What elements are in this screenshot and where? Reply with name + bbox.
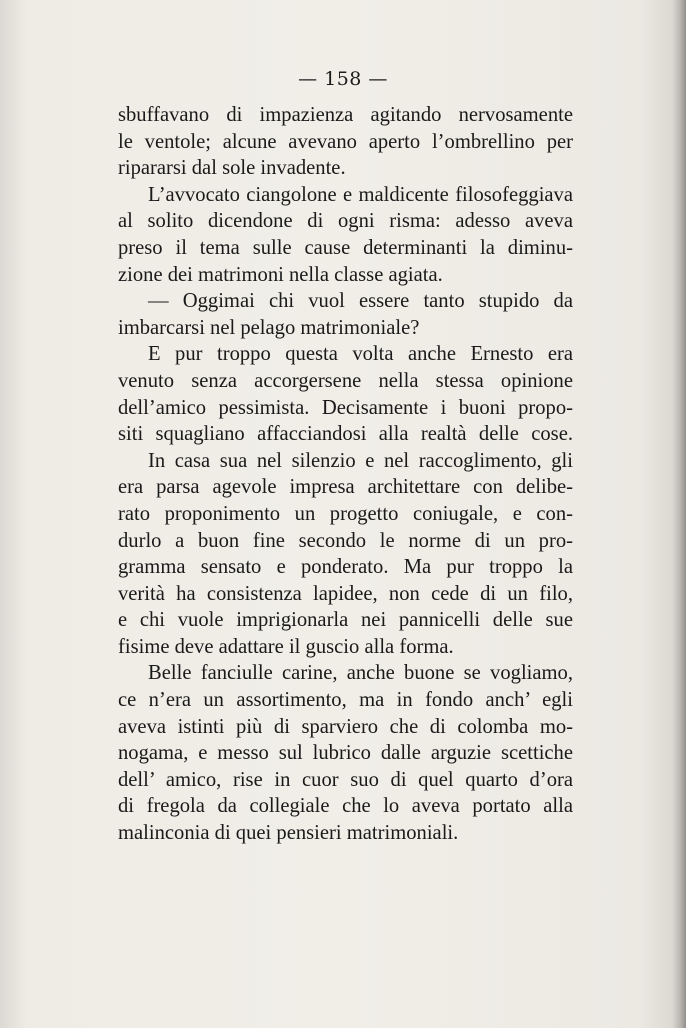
text-line: — Oggimai chi vuol essere tanto stupido da [148, 290, 573, 313]
text-line: ce n’era un assortimento, ma in fondo anch’ egli [118, 689, 573, 712]
text-line: gramma sensato e ponderato. Ma pur troppo la [118, 556, 573, 579]
text-line: sbuffavano di impazienza agitando nervosamente [118, 104, 573, 126]
text-line: aveva istinti più di sparviero che di colomba mo- [118, 715, 573, 738]
text-line: e chi vuole imprigionarla nei pannicelli delle sue [118, 609, 573, 632]
text-line: malinconia di quei pensieri matrimoniali. [118, 822, 459, 845]
text-line: era parsa agevole impresa architettare con delibe- [118, 476, 573, 499]
text-line: nogama, e messo sul lubrico dalle arguzie scettiche [118, 742, 573, 765]
text-line: ripararsi dal sole invadente. [118, 157, 346, 180]
body-text [118, 102, 573, 847]
text-line: preso il tema sulle cause determinanti la diminu- [118, 236, 573, 259]
text-line: imbarcarsi nel pelago matrimoniale? [118, 316, 420, 339]
text-line: dell’ amico, rise in cuor suo di quel quarto d’ora [118, 768, 573, 791]
text-line: verità ha consistenza lapidee, non cede di un filo, [118, 582, 573, 605]
text-line: le ventole; alcune avevano aperto l’ombrellino per [118, 130, 573, 153]
text-line: zione dei matrimoni nella classe agiata. [118, 263, 443, 286]
text-line: E pur troppo questa volta anche Ernesto era [148, 343, 573, 366]
text-line: In casa sua nel silenzio e nel raccoglimento, gli [148, 449, 573, 472]
text-line: Belle fanciulle carine, anche buone se vogliamo, [148, 662, 573, 685]
page-number: — 158 — [298, 68, 388, 90]
text-line: di fregola da collegiale che lo aveva portato alla [118, 795, 573, 818]
text-line: fisime deve adattare il guscio alla forma. [118, 635, 454, 658]
text-line: rato proponimento un progetto coniugale, e con- [118, 502, 573, 525]
text-line: dell’amico pessimista. Decisamente i buoni propo- [118, 396, 573, 419]
text-line: durlo a buon fine secondo le norme di un pro- [118, 529, 573, 552]
text-line: al solito dicendone di ogni risma: adesso aveva [118, 210, 573, 233]
text-line: venuto senza accorgersene nella stessa opinione [118, 369, 573, 392]
page-spine-shadow [672, 0, 686, 1028]
text-line: siti squagliano affacciandosi alla realtà delle cose. [118, 423, 573, 446]
text-line: L’avvocato ciangolone e maldicente filosofeggiava [148, 183, 573, 206]
